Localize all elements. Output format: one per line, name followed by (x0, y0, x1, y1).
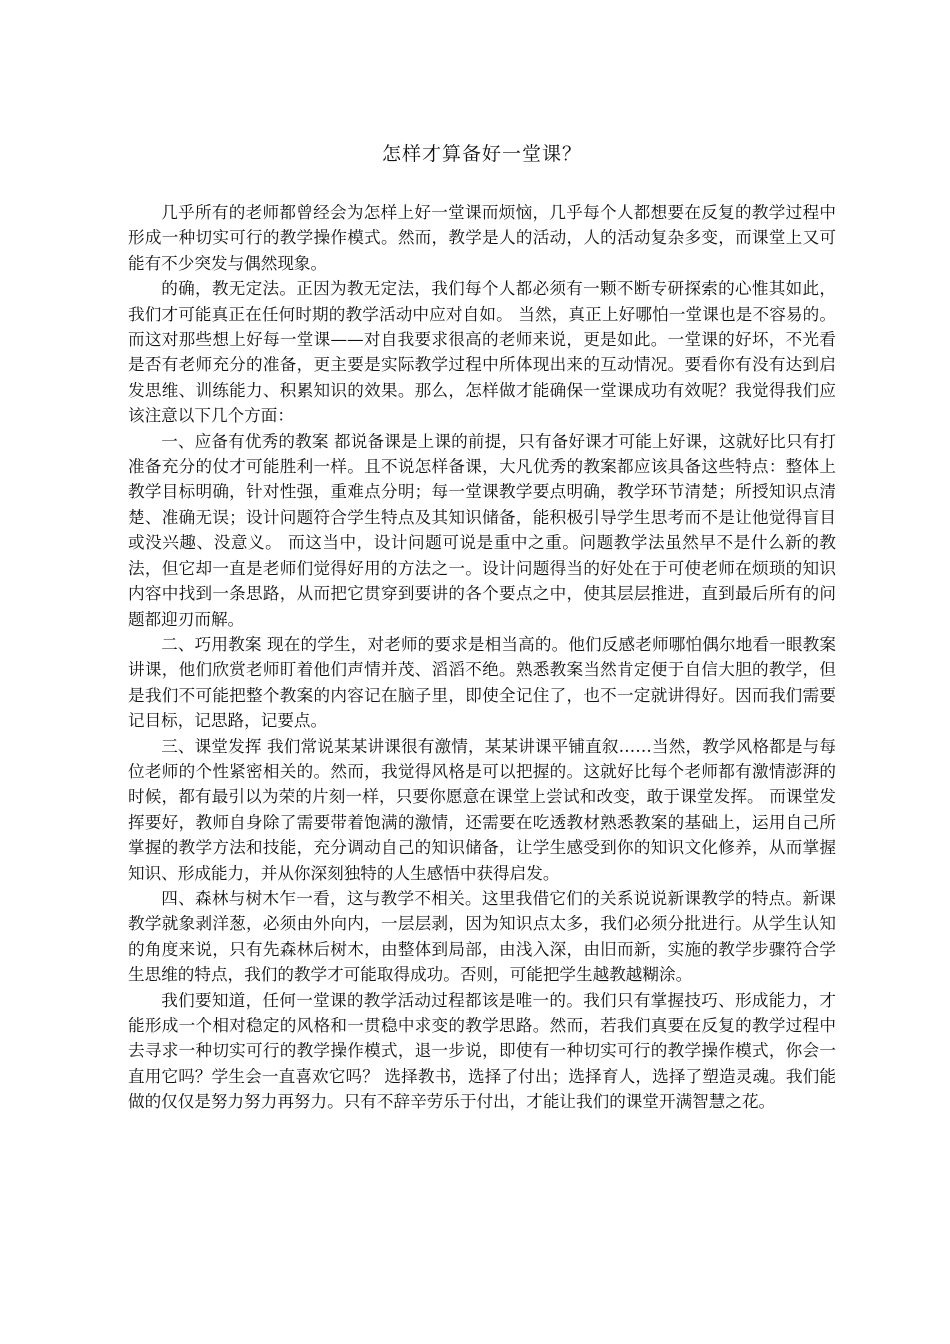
document-page (128, 0, 836, 1344)
paragraph-no-fixed-method: 的确，教无定法。正因为教无定法，我们每个人都必须有一颗不断专研探索的心惟其如此，我们才可能真正在任何时期的教学活动中应对自如。 当然，真正上好哪怕一堂课也是不容易的。而这对那些想上好每一堂课——对自我要求很高的老师来说，更是如此。一堂课的好坏，不光看是否有老师充分的准备，更主要是实际教学过程中所体现出来的互动情况。要看你有没有达到启发思维、训练能力、积累知识的效果。那么，怎样做才能确保一堂课成功有效呢？我觉得我们应该注意以下几个方面： (128, 279, 836, 426)
paragraph-section-1: 一、应备有优秀的教案 都说备课是上课的前提，只有备好课才可能上好课，这就好比只有打准备充分的仗才可能胜利一样。且不说怎样备课，大凡优秀的教案都应该具备这些特点：整体上教学目标明确，针对性强，重难点分明；每一堂课教学要点明确，教学环节清楚；所授知识点清楚、准确无误；设计问题符合学生特点及其知识储备，能积极引导学生思考而不是让他觉得盲目或没兴趣、没意义。 而这当中，设计问题可说是重中之重。问题教学法虽然早不是什么新的教法，但它却一直是老师们觉得好用的方法之一。设计问题得当的好处在于可使老师在烦琐的知识内容中找到一条思路，从而把它贯穿到要讲的各个要点之中，使其层层推进，直到最后所有的问题都迎刃而解。 (128, 431, 836, 629)
paragraph-section-2: 二、巧用教案 现在的学生，对老师的要求是相当高的。他们反感老师哪怕偶尔地看一眼教案讲课，他们欣赏老师盯着他们声情并茂、滔滔不绝。熟悉教案当然肯定便于自信大胆的教学，但是我们不可能把整个教案的内容记在脑子里，即使全记住了，也不一定就讲得好。因而我们需要记目标，记思路，记要点。 (128, 634, 836, 731)
paragraph-intro: 几乎所有的老师都曾经会为怎样上好一堂课而烦恼，几乎每个人都想要在反复的教学过程中形成一种切实可行的教学操作模式。然而，教学是人的活动，人的活动复杂多变，而课堂上又可能有不少突发与偶然现象。 (128, 203, 836, 273)
paragraph-section-4: 四、森林与树木乍一看，这与教学不相关。这里我借它们的关系说说新课教学的特点。新课教学就象剥洋葱，必须由外向内，一层层剥，因为知识点太多，我们必须分批进行。从学生认知的角度来说，只有先森林后树木，由整体到局部，由浅入深，由旧而新，实施的教学步骤符合学生思维的特点，我们的教学才可能取得成功。否则，可能把学生越教越糊涂。 (128, 888, 836, 985)
document-title: 怎样才算备好一堂课？ (381, 143, 582, 165)
paragraph-section-3: 三、课堂发挥 我们常说某某讲课很有激情，某某讲课平铺直叙……当然，教学风格都是与每位老师的个性紧密相关的。然而，我觉得风格是可以把握的。这就好比每个老师都有激情澎湃的时候，都有最引以为荣的片刻一样，只要你愿意在课堂上尝试和改变，敢于课堂发挥。 而课堂发挥要好，教师自身除了需要带着饱满的激情，还需要在吃透教材熟悉教案的基础上，运用自己所掌握的教学方法和技能，充分调动自己的知识储备，让学生感受到你的知识文化修养，从而掌握知识、形成能力，并从你深刻独特的人生感悟中获得启发。 (128, 736, 836, 883)
document-body (128, 200, 836, 1115)
paragraph-conclusion: 我们要知道，任何一堂课的教学活动过程都该是唯一的。我们只有掌握技巧、形成能力，才能形成一个相对稳定的风格和一贯稳中求变的教学思路。然而，若我们真要在反复的教学过程中去寻求一种切实可行的教学操作模式，退一步说，即使有一种切实可行的教学操作模式，你会一直用它吗？学生会一直喜欢它吗？ 选择教书，选择了付出；选择育人，选择了塑造灵魂。我们能做的仅仅是努力努力再努力。只有不辞辛劳乐于付出，才能让我们的课堂开满智慧之花。 (128, 990, 836, 1112)
